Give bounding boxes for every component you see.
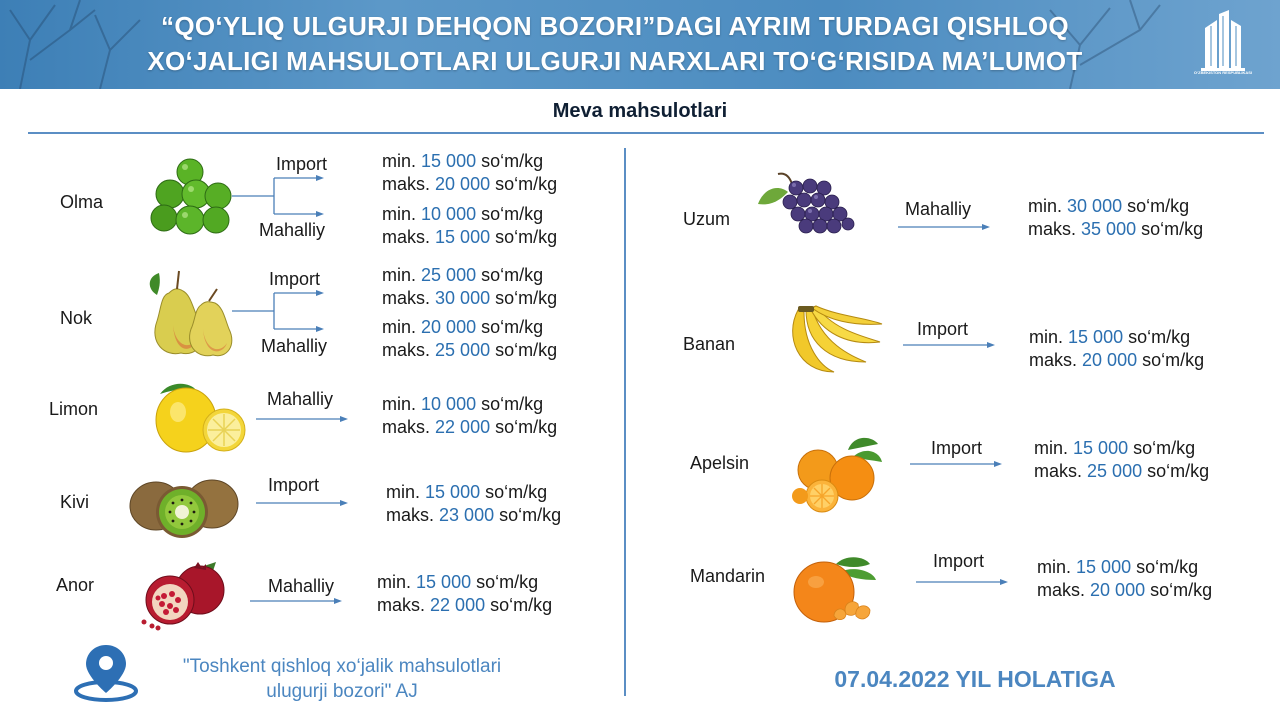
apelsin-arrow <box>910 458 1002 470</box>
banan-import-price <box>1029 326 1204 372</box>
section-divider <box>28 132 1264 134</box>
fruit-name-anor: Anor <box>56 575 95 595</box>
price-min-row: min. 15 000 so‘m/kg <box>377 572 539 592</box>
kivi-import-price <box>386 481 561 527</box>
tangerine-icon <box>790 554 882 626</box>
apelsin-import-label: Import <box>931 438 983 458</box>
price-max-row: maks. 22 000 so‘m/kg <box>382 417 558 437</box>
page-title <box>60 9 1170 79</box>
lemon-icon <box>150 380 246 456</box>
fruit-name-olma: Olma <box>60 192 104 212</box>
olma-import-label: Import <box>276 154 328 174</box>
fruit-name-uzum: Uzum <box>683 209 731 229</box>
price-max-row: maks. 15 000 so‘m/kg <box>382 227 558 247</box>
price-max-row: maks. 30 000 so‘m/kg <box>382 288 558 308</box>
price-max-row: maks. 25 000 so‘m/kg <box>382 340 558 360</box>
market-name <box>152 654 532 704</box>
fruit-name-mandarin: Mandarin <box>690 566 766 586</box>
banan-import-label: Import <box>917 319 969 339</box>
nok-split-arrow <box>232 290 324 332</box>
page-title-line1: “QO‘YLIQ ULGURJI DEHQON BOZORI”DAGI AYRIM TURDAGI QISHLOQ <box>161 11 1069 41</box>
pear-icon <box>143 265 239 359</box>
banan-arrow <box>903 339 995 351</box>
status-date: 07.04.2022 YIL HOLATIGA <box>834 666 1116 692</box>
market-name-line2: ulugurji bozori" AJ <box>266 681 418 702</box>
map-pin-icon <box>72 643 140 703</box>
nok-import-label: Import <box>269 269 321 289</box>
price-max-row: maks. 20 000 so‘m/kg <box>1029 350 1205 370</box>
mandarin-import-price <box>1037 556 1212 602</box>
fruit-name-kivi: Kivi <box>60 492 90 512</box>
limon-local-price <box>382 393 557 439</box>
uzum-local-price <box>1028 195 1203 241</box>
fruit-name-banan: Banan <box>683 334 736 354</box>
mandarin-import-label: Import <box>933 551 985 571</box>
price-max-row: maks. 22 000 so‘m/kg <box>377 595 553 615</box>
price-min-row: min. 20 000 so‘m/kg <box>382 317 544 337</box>
grapes-icon <box>758 170 858 238</box>
price-max-row: maks. 20 000 so‘m/kg <box>1037 580 1213 600</box>
price-min-row: min. 10 000 so‘m/kg <box>382 394 544 414</box>
apelsin-import-price <box>1034 437 1209 483</box>
price-min-row: min. 10 000 so‘m/kg <box>382 204 544 224</box>
olma-import-price <box>382 150 557 196</box>
limon-arrow <box>256 413 348 425</box>
price-min-row: min. 15 000 so‘m/kg <box>386 482 548 502</box>
fruit-name-apelsin: Apelsin <box>690 453 750 473</box>
limon-local-label: Mahalliy <box>267 389 334 409</box>
price-min-row: min. 25 000 so‘m/kg <box>382 265 544 285</box>
anor-local-price <box>377 571 552 617</box>
price-max-row: maks. 35 000 so‘m/kg <box>1028 219 1204 239</box>
kiwi-icon <box>128 474 240 540</box>
uzum-arrow <box>898 221 990 233</box>
nok-import-price <box>382 264 557 310</box>
apple-icon <box>150 156 234 238</box>
orange-icon <box>792 434 884 514</box>
olma-split-arrow <box>232 175 324 217</box>
olma-local-label: Mahalliy <box>259 220 326 240</box>
price-min-row: min. 15 000 so‘m/kg <box>1037 557 1199 577</box>
kivi-arrow <box>256 497 348 509</box>
column-divider <box>624 148 626 696</box>
section-title: Meva mahsulotlari <box>552 100 728 122</box>
fruit-name-limon: Limon <box>49 399 99 419</box>
price-min-row: min. 15 000 so‘m/kg <box>1034 438 1196 458</box>
price-min-row: min. 30 000 so‘m/kg <box>1028 196 1190 216</box>
kivi-import-label: Import <box>268 475 320 495</box>
price-max-row: maks. 23 000 so‘m/kg <box>386 505 562 525</box>
nok-local-price <box>382 316 557 362</box>
logo-caption: O‘ZBEKISTON RESPUBLIKASI <box>1193 70 1253 75</box>
mandarin-arrow <box>916 576 1008 588</box>
olma-local-price <box>382 203 557 249</box>
nok-local-label: Mahalliy <box>261 336 328 356</box>
price-max-row: maks. 25 000 so‘m/kg <box>1034 461 1210 481</box>
price-min-row: min. 15 000 so‘m/kg <box>1029 327 1191 347</box>
header-banner <box>0 0 1280 89</box>
fruit-name-nok: Nok <box>60 308 93 328</box>
anor-local-label: Mahalliy <box>268 576 335 596</box>
uzum-local-label: Mahalliy <box>905 199 972 219</box>
banana-icon <box>782 306 884 378</box>
pomegranate-icon <box>136 560 232 632</box>
price-max-row: maks. 20 000 so‘m/kg <box>382 174 558 194</box>
market-name-line1: "Toshkent qishloq xo‘jalik mahsulotlari <box>182 656 502 677</box>
price-min-row: min. 15 000 so‘m/kg <box>382 151 544 171</box>
page-title-line2: XO‘JALIGI MAHSULOTLARI ULGURJI NARXLARI TO‘G‘RISIDA MA’LUMOT <box>147 46 1083 76</box>
